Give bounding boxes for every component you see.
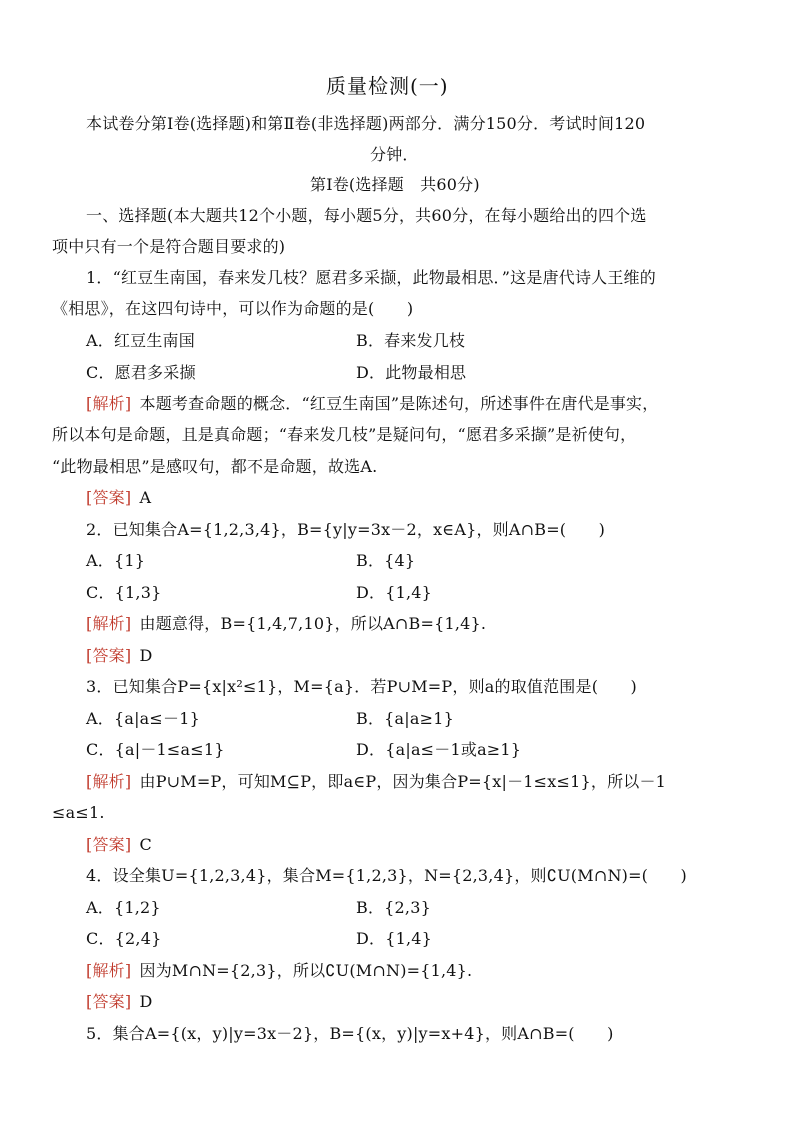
q2-analysis-text: 由题意得，B={1,4,7,10}，所以A∩B={1,4}.: [139, 614, 487, 633]
q1-option-a: A．红豆生南国: [86, 331, 195, 350]
q4-analysis-line-1: [86, 959, 472, 983]
q3-analysis-text: 由P∪M=P，可知M⊆P，即a∈P，因为集合P={x|－1≤x≤1}，所以－1: [139, 772, 667, 791]
q2-answer: D: [139, 646, 153, 665]
analysis-label: [解析]: [86, 961, 132, 980]
q1-option-c: C．愿君多采撷: [86, 363, 196, 382]
analysis-label: [解析]: [86, 614, 132, 633]
q1-analysis-line-1: [86, 392, 658, 416]
answer-label: [答案]: [86, 646, 132, 665]
q2-option-a: A．{1}: [86, 551, 146, 570]
analysis-label: [解析]: [86, 772, 132, 791]
q1-stem-line-1: 1．“红豆生南国，春来发几枝？愿君多采撷，此物最相思．”这是唐代诗人王维的: [86, 268, 656, 287]
q5-stem-line-1: 5．集合A={(x，y)|y=3x－2}，B={(x，y)|y=x+4}，则A∩B=( ): [86, 1024, 614, 1043]
q1-option-d: D．此物最相思: [356, 363, 467, 382]
q4-option-a: A．{1,2}: [86, 898, 161, 917]
instructions-line-2: 项中只有一个是符合题目要求的): [52, 237, 286, 256]
q1-option-b: B．春来发几枝: [356, 331, 466, 350]
q2-option-d: D．{1,4}: [356, 583, 433, 602]
q4-answer: D: [139, 992, 153, 1011]
q4-option-c: C．{2,4}: [86, 929, 162, 948]
q1-analysis-line-2: 所以本句是命题，且是真命题；“春来发几枝”是疑问句，“愿君多采撷”是祈使句，: [52, 425, 637, 444]
intro-line-1: 本试卷分第Ⅰ卷(选择题)和第Ⅱ卷(非选择题)两部分．满分150分．考试时间120: [86, 114, 646, 133]
answer-label: [答案]: [86, 992, 132, 1011]
q4-option-b: B．{2,3}: [356, 898, 431, 917]
page-title: 质量检测(一): [326, 74, 449, 98]
q2-stem-line-1: 2．已知集合A={1,2,3,4}，B={y|y=3x－2，x∈A}，则A∩B=( ): [86, 520, 606, 539]
q3-option-b: B．{a|a≥1}: [356, 709, 454, 728]
q1-answer-line: [86, 486, 151, 510]
q3-answer: C: [139, 835, 152, 854]
q4-analysis-text: 因为M∩N={2,3}，所以∁U(M∩N)={1,4}.: [139, 961, 473, 980]
q2-answer-line: [86, 644, 153, 668]
analysis-label: [解析]: [86, 394, 132, 413]
section-title: 第Ⅰ卷(选择题 共60分): [310, 175, 480, 194]
answer-label: [答案]: [86, 488, 132, 507]
q2-analysis-line-1: [86, 612, 486, 636]
q3-option-c: C．{a|－1≤a≤1}: [86, 740, 225, 759]
q2-option-c: C．{1,3}: [86, 583, 162, 602]
q3-option-d: D．{a|a≤－1或a≥1}: [356, 740, 522, 759]
q3-analysis-line-2: ≤a≤1.: [52, 803, 105, 822]
q3-option-a: A．{a|a≤－1}: [86, 709, 200, 728]
q3-stem-line-1: 3．已知集合P={x|x²≤1}，M={a}．若P∪M=P，则a的取值范围是( ): [86, 677, 637, 696]
intro-line-2: 分钟．: [370, 145, 419, 164]
q1-analysis-text: 本题考查命题的概念．“红豆生南国”是陈述句，所述事件在唐代是事实，: [139, 394, 659, 413]
q4-option-d: D．{1,4}: [356, 929, 433, 948]
answer-label: [答案]: [86, 835, 132, 854]
q1-answer: A: [139, 488, 152, 507]
q2-option-b: B．{4}: [356, 551, 416, 570]
q4-stem-line-1: 4．设全集U={1,2,3,4}，集合M={1,2,3}，N={2,3,4}，则∁U(M∩N)=( ): [86, 866, 687, 885]
q1-stem-line-2: 《相思》，在这四句诗中，可以作为命题的是( ): [52, 299, 414, 318]
q3-analysis-line-1: [86, 770, 666, 794]
instructions-line-1: 一、选择题(本大题共12个小题，每小题5分，共60分，在每小题给出的四个选: [86, 206, 647, 225]
q3-answer-line: [86, 833, 152, 857]
q4-answer-line: [86, 990, 153, 1014]
q1-analysis-line-3: “此物最相思”是感叹句，都不是命题，故选A.: [52, 457, 378, 476]
